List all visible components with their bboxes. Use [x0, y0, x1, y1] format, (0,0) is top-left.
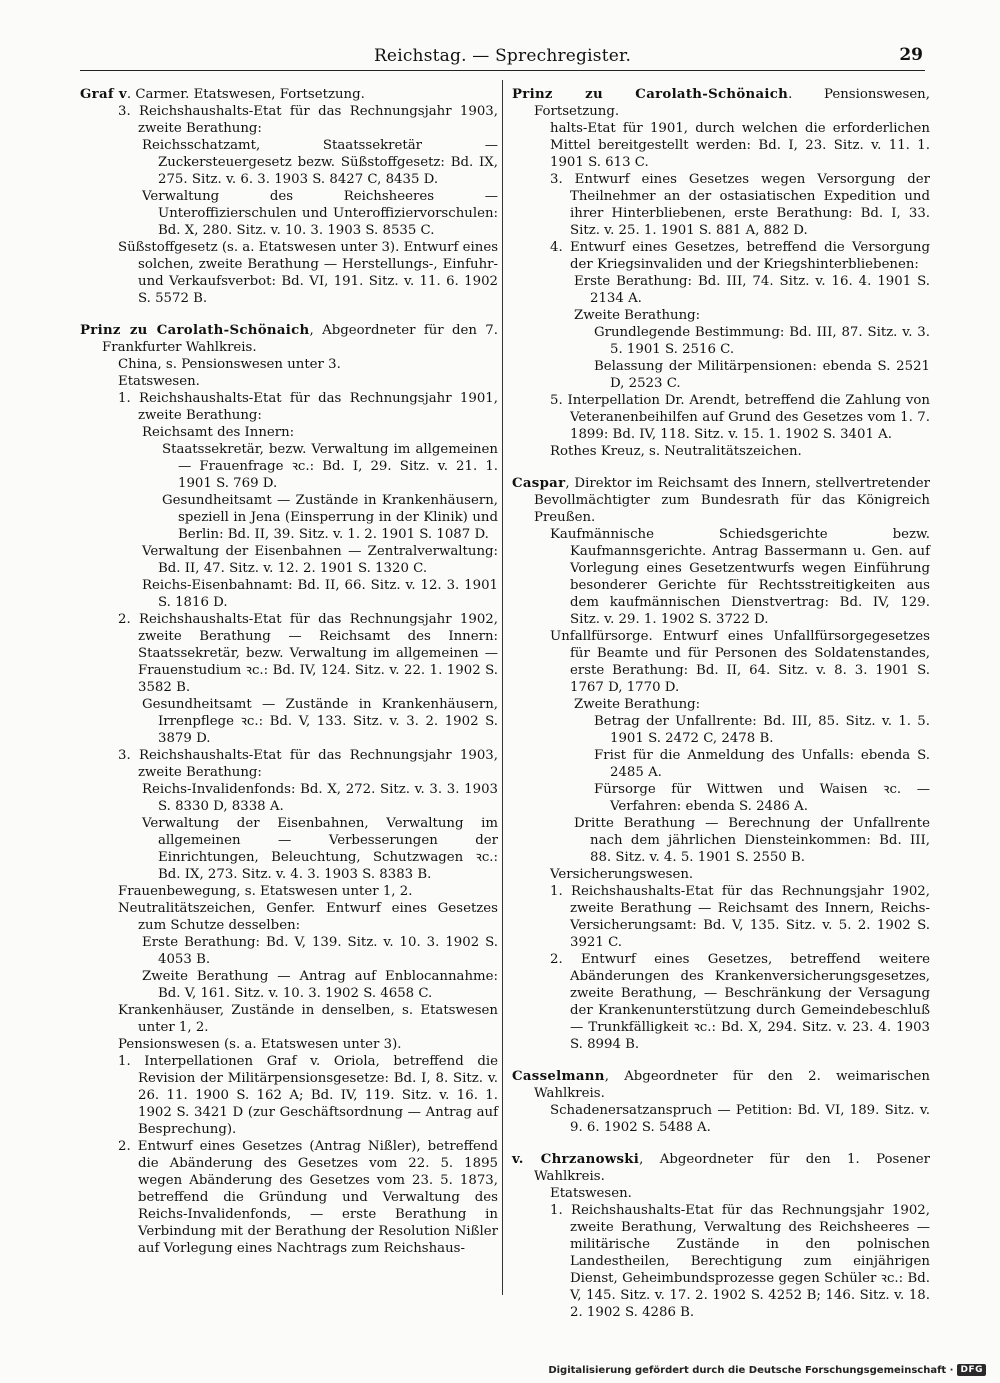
entry-line: Reichs-Eisenbahnamt: Bd. II, 66. Sitz. v. 12. 3. 1901 S. 1816 D.	[142, 578, 498, 610]
entry-line: 2. Entwurf eines Gesetzes, betreffend weitere Abänderungen des Krankenversicherungsgesetzes, zweite Berathung, — Beschränkung der Versagung der Krankenunterstützung durch Gemeindebeschluß — Trunkfälligkeit ꝛc.: Bd. X, 294. Sitz. v. 23. 4. 1903 S. 8994 B.	[550, 952, 930, 1052]
running-title: Reichstag. — Sprechregister.	[373, 46, 632, 66]
entry-line: Reichsschatzamt, Staatssekretär — Zuckersteuergesetz bezw. Süßstoffgesetz: Bd. IX, 275. Sitz. v. 6. 3. 1903 S. 8427 C, 8435 D.	[142, 138, 498, 187]
entry-line: Reichsamt des Innern:	[142, 425, 295, 440]
entry-heading: Prinz zu Carolath-Schönaich, Abgeordneter für den 7. Frankfurter Wahlkreis.	[80, 323, 498, 355]
entry-line: 1. Reichshaushalts-Etat für das Rechnungsjahr 1901, zweite Berathung:	[118, 391, 498, 423]
entry-line: 2. Entwurf eines Gesetzes (Antrag Nißler), betreffend die Abänderung des Gesetzes vom 22. 5. 1895 wegen Abänderung des Gesetzes vom 23. 5. 1873, betreffend die Gründung und Verwaltung des Reichs-Invalidenfonds, — erste Berathung in Verbindung mit der Berathung der Resolution Nißler auf Vorlegung eines Nachtrags zum Reichshaus-	[118, 1139, 498, 1256]
entry-line: Rothes Kreuz, s. Neutralitätszeichen.	[550, 444, 802, 459]
entry-line: Fürsorge für Wittwen und Waisen ꝛc. — Verfahren: ebenda S. 2486 A.	[594, 782, 930, 814]
entry-heading: Casselmann, Abgeordneter für den 2. weimarischen Wahlkreis.	[512, 1069, 930, 1101]
register-entry	[512, 1068, 930, 1136]
page-header	[80, 44, 925, 71]
entry-line: Zweite Berathung:	[574, 697, 701, 712]
register-entry	[512, 1151, 930, 1321]
register-entry	[80, 322, 498, 1257]
entry-line: 3. Reichshaushalts-Etat für das Rechnungsjahr 1903, zweite Berathung:	[118, 748, 498, 780]
entry-line: Schadenersatzanspruch — Petition: Bd. VI, 189. Sitz. v. 9. 6. 1902 S. 5488 A.	[550, 1103, 930, 1135]
right-column	[512, 86, 930, 1336]
entry-line: 3. Entwurf eines Gesetzes wegen Versorgung der Theilnehmer an der ostasiatischen Expedition und ihrer Hinterbliebenen, erste Berathung: Bd. I, 33. Sitz. v. 25. 1. 1901 S. 881 A, 882 D.	[550, 172, 930, 238]
entry-line: Frauenbewegung, s. Etatswesen unter 1, 2.	[118, 884, 413, 899]
entry-line: Frist für die Anmeldung des Unfalls: ebenda S. 2485 A.	[594, 748, 930, 780]
entry-line: Grundlegende Bestimmung: Bd. III, 87. Sitz. v. 3. 5. 1901 S. 2516 C.	[594, 325, 930, 357]
entry-line: 1. Reichshaushalts-Etat für das Rechnungsjahr 1902, zweite Berathung — Reichsamt des Innern, Reichs-Versicherungsamt: Bd. V, 135. Sitz. v. 5. 2. 1902 S. 3921 C.	[550, 884, 930, 950]
entry-line: Süßstoffgesetz (s. a. Etatswesen unter 3). Entwurf eines solchen, zweite Berathung — Herstellungs-, Einfuhr- und Verkaufsverbot: Bd. VI, 191. Sitz. v. 11. 6. 1902 S. 5572 B.	[118, 240, 499, 306]
entry-line: Erste Berathung: Bd. V, 139. Sitz. v. 10. 3. 1902 S. 4053 B.	[142, 935, 498, 967]
dfg-logo-icon: DFG	[957, 1364, 986, 1376]
entry-line: 5. Interpellation Dr. Arendt, betreffend die Zahlung von Veteranenbeihilfen auf Grund des Gesetzes vom 1. 7. 1899: Bd. IV, 118. Sitz. v. 15. 1. 1902 S. 3401 A.	[550, 393, 930, 442]
entry-line: Zweite Berathung — Antrag auf Enblocannahme: Bd. V, 161. Sitz. v. 10. 3. 1902 S. 4658 C.	[142, 969, 498, 1001]
entry-line: Dritte Berathung — Berechnung der Unfallrente nach dem jährlichen Diensteinkommen: Bd. III, 88. Sitz. v. 4. 5. 1901 S. 2550 B.	[574, 816, 930, 865]
entry-line: Reichs-Invalidenfonds: Bd. X, 272. Sitz. v. 3. 3. 1903 S. 8330 D, 8338 A.	[142, 782, 498, 814]
entry-line: Etatswesen.	[118, 374, 200, 389]
entry-line: Unfallfürsorge. Entwurf eines Unfallfürsorgegesetzes für Beamte und für Personen des Soldatenstandes, erste Berathung: Bd. II, 64. Sitz. v. 8. 3. 1901 S. 1767 D, 1770 D.	[550, 629, 930, 695]
entry-line: Gesundheitsamt — Zustände in Krankenhäusern, speziell in Jena (Einsperrung in der Klinik) und Berlin: Bd. II, 39. Sitz. v. 1. 2. 1901 S. 1087 D.	[162, 493, 498, 542]
left-column	[80, 86, 498, 1272]
register-entry	[80, 86, 498, 307]
entry-line: Etatswesen.	[550, 1186, 632, 1201]
entry-line: Belassung der Militärpensionen: ebenda S. 2521 D, 2523 C.	[594, 359, 930, 391]
entry-line: 4. Entwurf eines Gesetzes, betreffend die Versorgung der Kriegsinvaliden und der Kriegshinterbliebenen:	[550, 240, 930, 272]
entry-line: Erste Berathung: Bd. III, 74. Sitz. v. 16. 4. 1901 S. 2134 A.	[574, 274, 930, 306]
entry-heading: Prinz zu Carolath-Schönaich. Pensionswesen, Fortsetzung.	[512, 87, 930, 119]
entry-line: halts-Etat für 1901, durch welchen die erforderlichen Mittel bereitgestellt werden: Bd. I, 23. Sitz. v. 11. 1. 1901 S. 613 C.	[550, 121, 930, 170]
entry-line: Pensionswesen (s. a. Etatswesen unter 3).	[118, 1037, 402, 1052]
column-divider	[502, 80, 503, 1295]
entry-line: Versicherungswesen.	[550, 867, 694, 882]
entry-heading: Caspar, Direktor im Reichsamt des Innern, stellvertretender Bevollmächtigter zum Bundesrath für das Königreich Preußen.	[512, 476, 930, 525]
entry-line: Verwaltung der Eisenbahnen — Zentralverwaltung: Bd. II, 47. Sitz. v. 12. 2. 1901 S. 1320 C.	[142, 544, 498, 576]
entry-line: 3. Reichshaushalts-Etat für das Rechnungsjahr 1903, zweite Berathung:	[118, 104, 498, 136]
entry-line: Verwaltung des Reichsheeres — Unteroffizierschulen und Unteroffiziervorschulen: Bd. X, 280. Sitz. v. 10. 3. 1903 S. 8535 C.	[142, 189, 498, 238]
entry-line: Verwaltung der Eisenbahnen, Verwaltung im allgemeinen — Verbesserungen der Einrichtungen, Beleuchtung, Schutzwagen ꝛc.: Bd. IX, 273. Sitz. v. 4. 3. 1903 S. 8383 B.	[142, 816, 498, 882]
entry-line: Betrag der Unfallrente: Bd. III, 85. Sitz. v. 1. 5. 1901 S. 2472 C, 2478 B.	[594, 714, 930, 746]
entry-line: Kaufmännische Schiedsgerichte bezw. Kaufmannsgerichte. Antrag Bassermann u. Gen. auf Vorlegung eines Gesetzentwurfs wegen Einführung besonderer Gerichte für Rechtsstreitigkeiten aus dem kaufmännischen Dienstvertrag: Bd. IV, 129. Sitz. v. 29. 1. 1902 S. 3722 D.	[550, 527, 930, 627]
entry-line: Krankenhäuser, Zustände in denselben, s. Etatswesen unter 1, 2.	[118, 1003, 498, 1035]
entry-line: 2. Reichshaushalts-Etat für das Rechnungsjahr 1902, zweite Berathung — Reichsamt des Innern: Staatssekretär, bezw. Verwaltung im allgemeinen — Frauenstudium ꝛc.: Bd. IV, 124. Sitz. v. 22. 1. 1902 S. 3582 B.	[118, 612, 498, 695]
entry-line: 1. Reichshaushalts-Etat für das Rechnungsjahr 1902, zweite Berathung, Verwaltung des Reichsheeres — militärische Zustände in den polnischen Landestheilen, Berechtigung zum einjährigen Dienst, Geheimbundsprozesse gegen Schüler ꝛc.: Bd. V, 145. Sitz. v. 17. 2. 1902 S. 4252 B; 146. Sitz. v. 18. 2. 1902 S. 4286 B.	[550, 1203, 930, 1320]
entry-heading: v. Chrzanowski, Abgeordneter für den 1. Posener Wahlkreis.	[512, 1152, 930, 1184]
entry-line: Neutralitätszeichen, Genfer. Entwurf eines Gesetzes zum Schutze desselben:	[118, 901, 498, 933]
entry-line: Staatssekretär, bezw. Verwaltung im allgemeinen — Frauenfrage ꝛc.: Bd. I, 29. Sitz. v. 21. 1. 1901 S. 769 D.	[162, 442, 498, 491]
page-number: 29	[899, 45, 923, 65]
entry-heading: Graf v. Carmer. Etatswesen, Fortsetzung.	[80, 87, 365, 102]
footer-text: Digitalisierung gefördert durch die Deutsche Forschungsgemeinschaft ·	[548, 1364, 954, 1376]
footer	[548, 1364, 986, 1376]
register-entry	[512, 475, 930, 1053]
entry-line: 1. Interpellationen Graf v. Oriola, betreffend die Revision der Militärpensionsgesetze: Bd. I, 8. Sitz. v. 26. 11. 1900 S. 162 A; Bd. IV, 119. Sitz. v. 16. 1. 1902 S. 3421 D (zur Geschäftsordnung — Antrag auf Besprechung).	[118, 1054, 498, 1137]
register-entry	[512, 86, 930, 460]
entry-line: Zweite Berathung:	[574, 308, 701, 323]
entry-line: Gesundheitsamt — Zustände in Krankenhäusern, Irrenpflege ꝛc.: Bd. V, 133. Sitz. v. 3. 2. 1902 S. 3879 D.	[142, 697, 498, 746]
entry-line: China, s. Pensionswesen unter 3.	[118, 357, 341, 372]
